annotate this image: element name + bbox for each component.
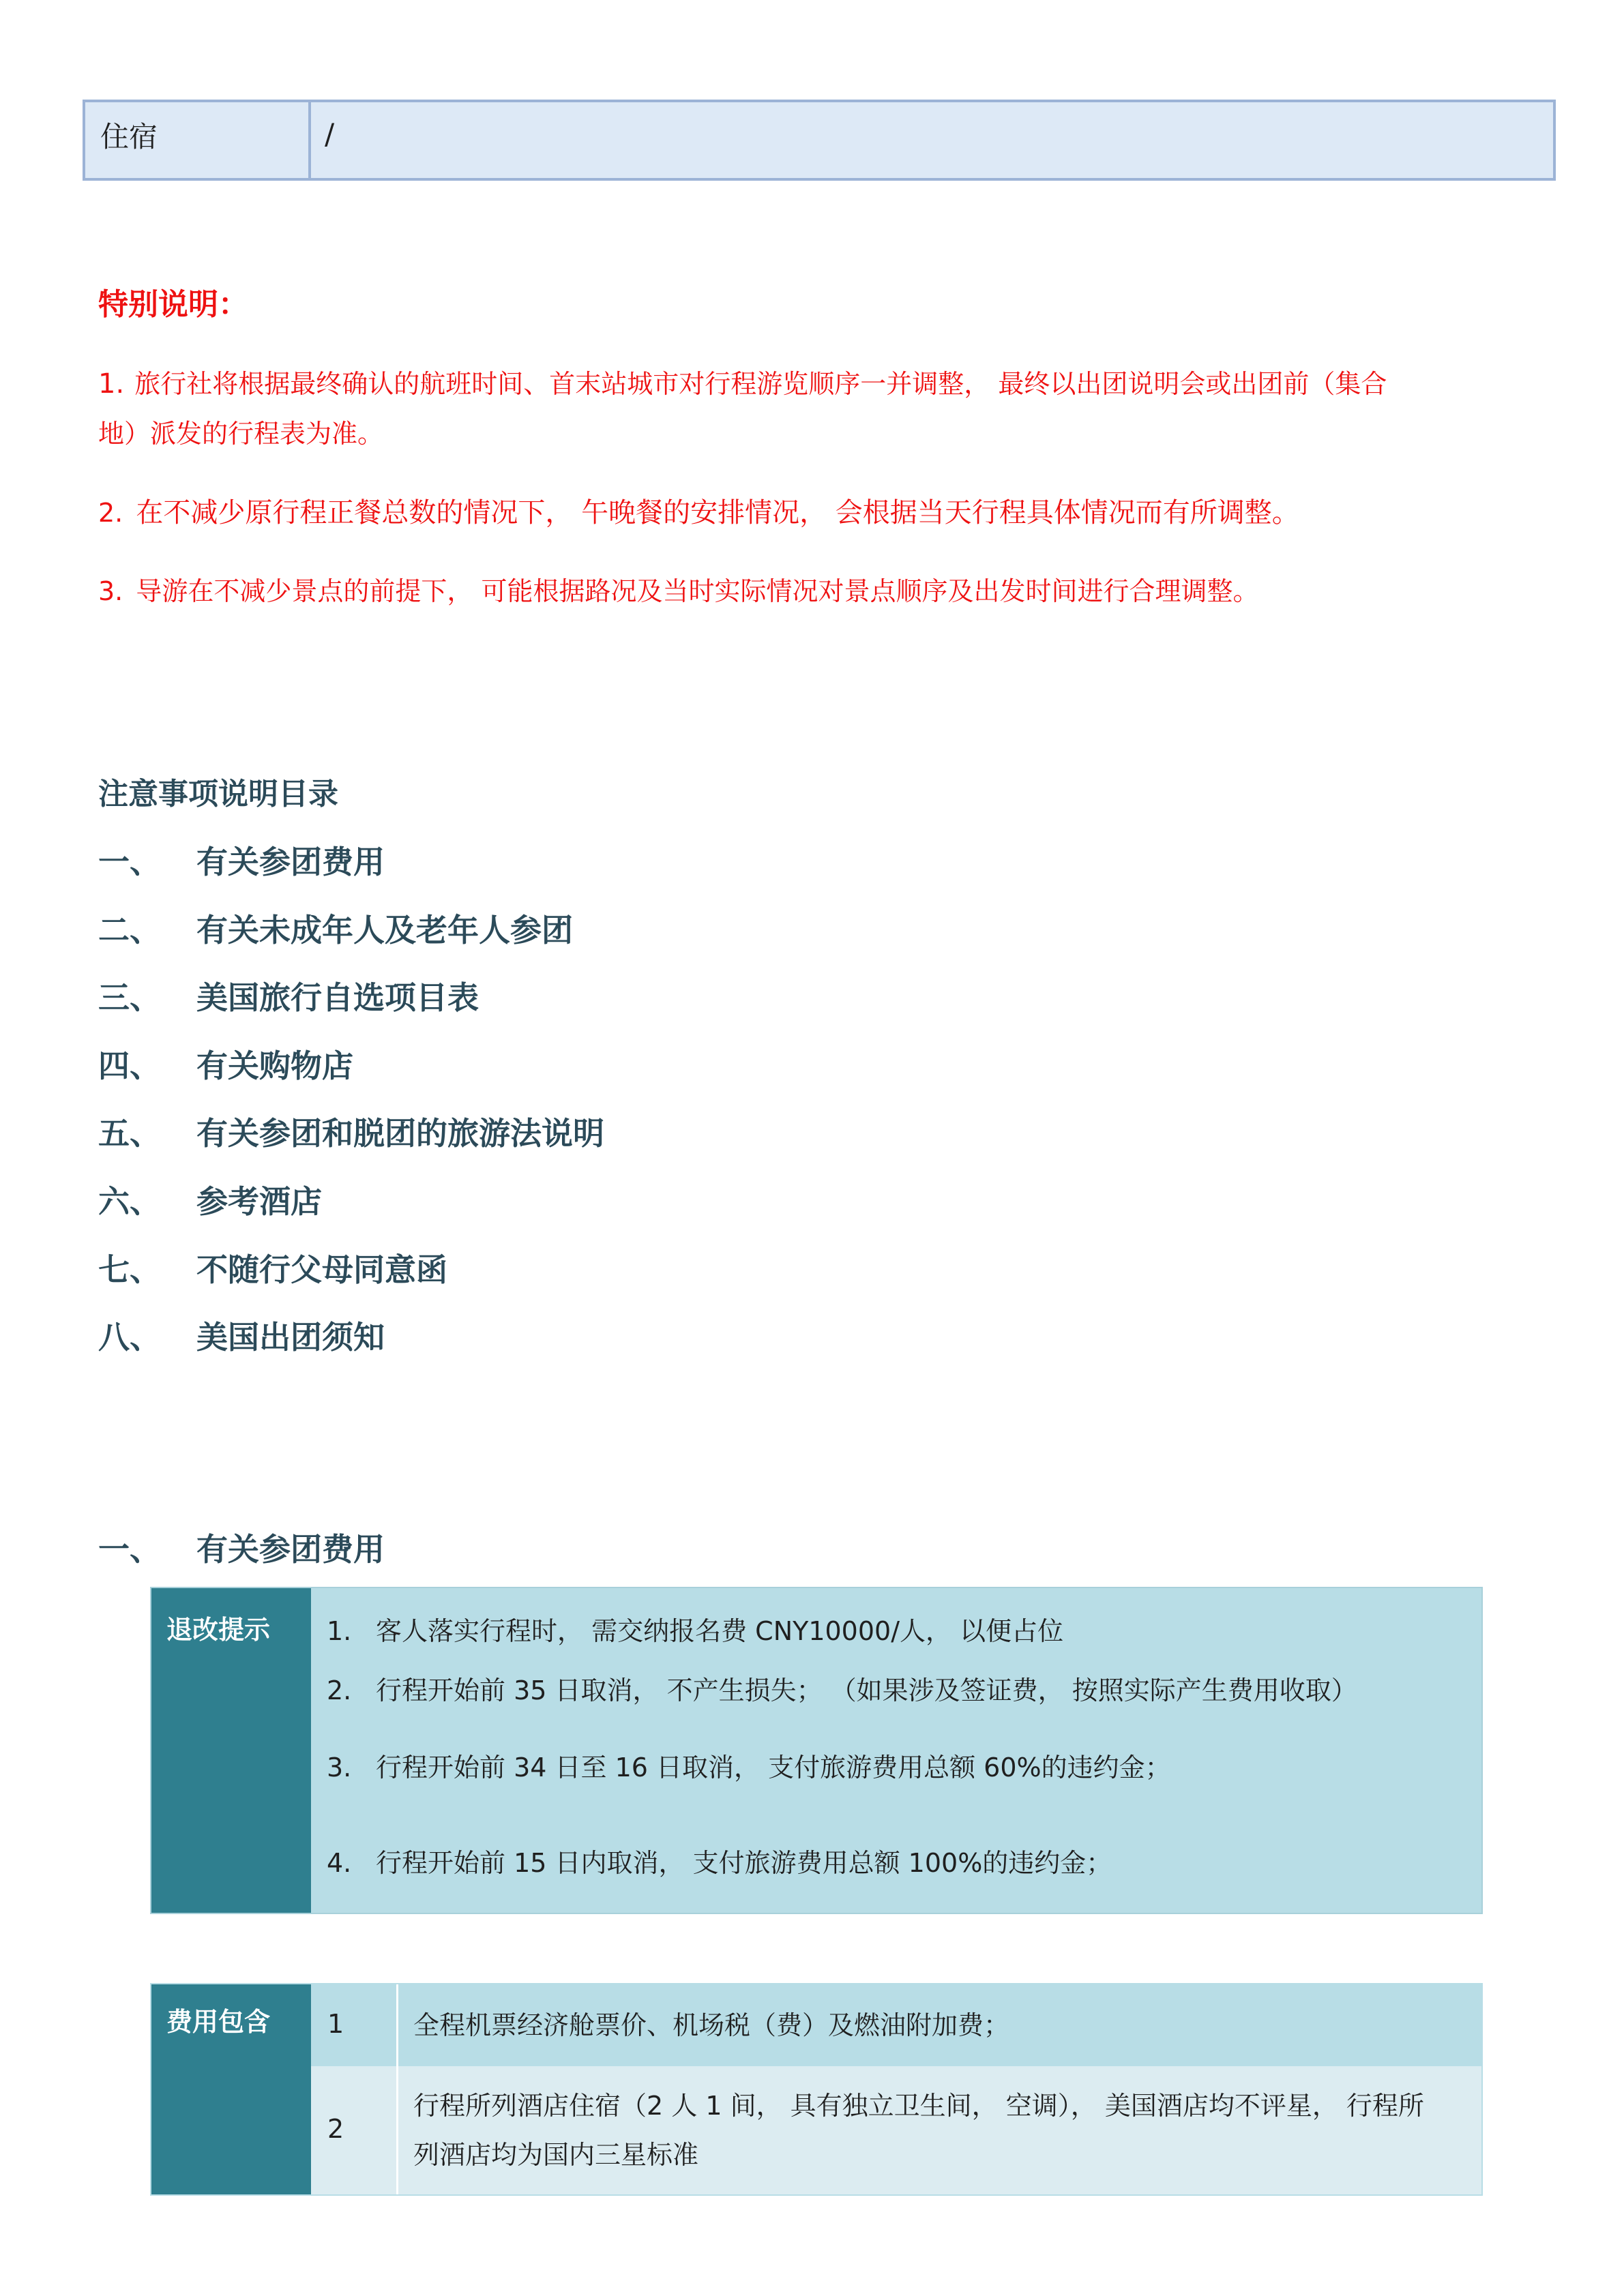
toc-item-label: 不随行父母同意函 [196, 1251, 447, 1288]
special-notes-title: 特别说明： [98, 287, 248, 322]
refund-item-text: 客人落实行程时， 需交纳报名费 CNY10000/人， 以便占位 [376, 1616, 1064, 1646]
section-title: 有关参团费用 [196, 1531, 385, 1568]
fee-row-number-cell [311, 2066, 398, 2194]
refund-item-number: 1. [327, 1616, 352, 1646]
toc-item-label: 有关购物店 [196, 1047, 353, 1084]
toc-item[interactable] [98, 837, 385, 882]
toc-item-number: 二、 [98, 912, 161, 949]
refund-item-number: 2. [327, 1675, 352, 1705]
refund-item [327, 1746, 1171, 1784]
refund-side-header [151, 1588, 311, 1913]
refund-policy-box [150, 1587, 1483, 1914]
toc-item-number: 三、 [98, 979, 161, 1016]
section-number: 一、 [98, 1531, 161, 1568]
toc-item[interactable] [98, 1245, 447, 1290]
toc-item[interactable] [98, 1041, 353, 1086]
toc-item-label: 美国出团须知 [196, 1319, 385, 1356]
fee-row-number: 2 [327, 2114, 344, 2144]
accommodation-value: / [325, 117, 335, 151]
toc-item-label: 美国旅行自选项目表 [196, 979, 479, 1016]
fee-row-number: 1 [327, 2009, 344, 2039]
fee-row [311, 1984, 1481, 2066]
toc-item[interactable] [98, 1313, 385, 1358]
toc-item-label: 参考酒店 [196, 1183, 322, 1220]
special-note-1-continuation: 地）派发的行程表为准。 [98, 419, 384, 449]
special-note-number: 2. [98, 498, 123, 528]
toc-item-number: 四、 [98, 1047, 161, 1084]
fee-row-line: 行程所列酒店住宿（2 人 1 间， 具有独立卫生间， 空调）， 美国酒店均不评星， 行程所 [413, 2091, 1424, 2121]
toc-item-number: 五、 [98, 1115, 161, 1152]
fee-row-line: 列酒店均为国内三星标准 [413, 2140, 699, 2170]
refund-item-text: 行程开始前 15 日内取消， 支付旅游费用总额 100%的违约金； [376, 1848, 1112, 1878]
refund-label: 退改提示 [166, 1615, 271, 1645]
fee-row-line: 全程机票经济舱票价、机场税（费）及燃油附加费； [413, 2010, 1010, 2040]
refund-item [327, 1610, 1063, 1648]
toc-item[interactable] [98, 1109, 604, 1154]
fee-label: 费用包含 [166, 2007, 271, 2037]
special-note-1 [98, 363, 1387, 400]
fee-row-text [413, 2081, 1424, 2179]
accommodation-label: 住宿 [85, 102, 311, 178]
refund-item-number: 3. [327, 1753, 352, 1783]
accommodation-table [83, 100, 1556, 181]
refund-item-number: 4. [327, 1848, 352, 1878]
toc-item-number: 六、 [98, 1183, 161, 1220]
special-note-number: 1. [98, 368, 125, 400]
special-note-2 [98, 491, 1299, 530]
toc-item[interactable] [98, 1177, 322, 1222]
refund-item-text: 行程开始前 34 日至 16 日取消， 支付旅游费用总额 60%的违约金； [376, 1753, 1171, 1783]
refund-item [327, 1669, 1357, 1707]
fee-inclusion-table [150, 1983, 1483, 2196]
toc-item[interactable] [98, 906, 573, 951]
section-heading [98, 1525, 385, 1570]
toc-heading: 注意事项说明目录 [98, 777, 338, 811]
toc-item[interactable] [98, 973, 479, 1018]
special-note-number: 3. [98, 576, 123, 606]
refund-item [327, 1842, 1112, 1879]
fee-row-text [413, 2001, 1009, 2050]
refund-item-text: 行程开始前 35 日取消， 不产生损失； （如果涉及签证费， 按照实际产生费用收取） [376, 1675, 1357, 1705]
special-note-text: 在不减少原行程正餐总数的情况下， 午晚餐的安排情况， 会根据当天行程具体情况而有所调整。 [136, 497, 1299, 528]
fee-row-number-cell [311, 1984, 398, 2066]
toc-item-number: 一、 [98, 844, 161, 880]
special-note-text: 旅行社将根据最终确认的航班时间、首末站城市对行程游览顺序一并调整， 最终以出团说明会或出团前（集合 [134, 369, 1387, 399]
toc-item-number: 七、 [98, 1251, 161, 1288]
toc-item-label: 有关未成年人及老年人参团 [196, 912, 573, 949]
fee-row [311, 2066, 1481, 2194]
toc-item-label: 有关参团费用 [196, 844, 385, 880]
special-note-3 [98, 570, 1258, 608]
toc-item-label: 有关参团和脱团的旅游法说明 [196, 1115, 604, 1152]
fee-side-header [151, 1984, 311, 2194]
toc-item-number: 八、 [98, 1319, 161, 1356]
special-note-text: 导游在不减少景点的前提下， 可能根据路况及当时实际情况对景点顺序及出发时间进行合理调整。 [136, 576, 1259, 606]
